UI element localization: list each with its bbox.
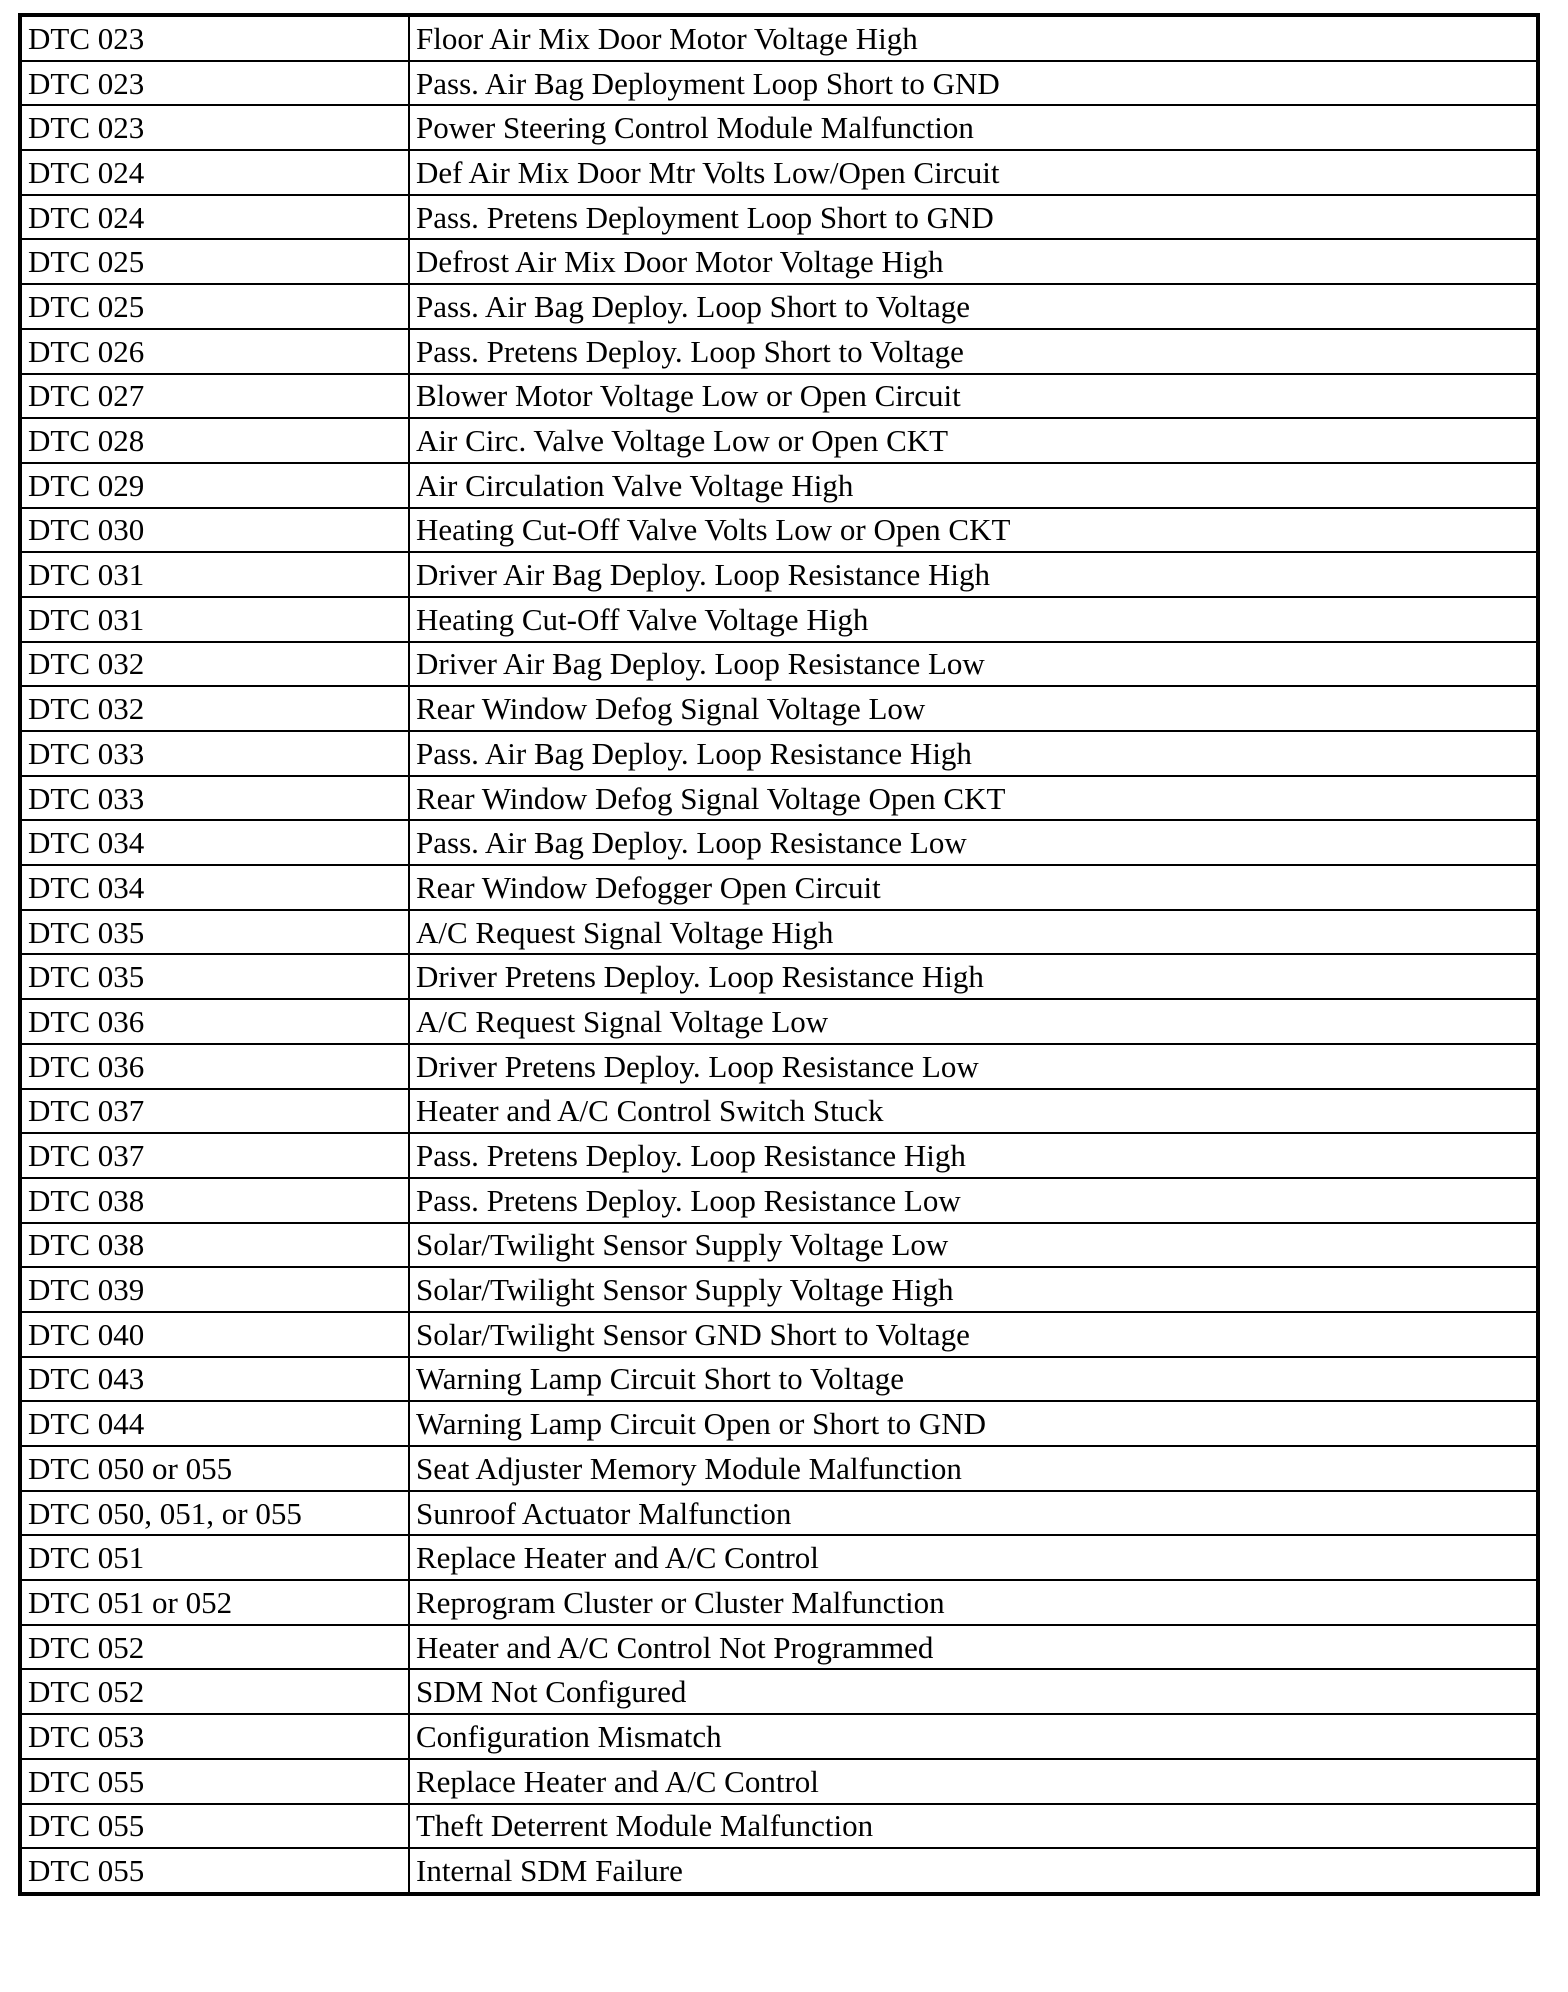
dtc-code-table: [18, 13, 1540, 1896]
table-row: [20, 865, 1538, 910]
dtc-code-cell: DTC 039: [20, 1267, 409, 1312]
dtc-description-cell: Driver Air Bag Deploy. Loop Resistance High: [409, 552, 1538, 597]
dtc-code-cell: DTC 029: [20, 463, 409, 508]
dtc-description-cell: Warning Lamp Circuit Short to Voltage: [409, 1357, 1538, 1402]
dtc-description-cell: Heating Cut-Off Valve Volts Low or Open CKT: [409, 508, 1538, 553]
table-row: [20, 508, 1538, 553]
table-row: [20, 195, 1538, 240]
dtc-code-cell: DTC 028: [20, 418, 409, 463]
table-row: [20, 374, 1538, 419]
dtc-code-cell: DTC 055: [20, 1759, 409, 1804]
dtc-code-cell: DTC 055: [20, 1848, 409, 1894]
table-row: [20, 1357, 1538, 1402]
dtc-code-cell: DTC 044: [20, 1401, 409, 1446]
dtc-description-cell: Floor Air Mix Door Motor Voltage High: [409, 15, 1538, 61]
table-row: [20, 150, 1538, 195]
table-row: [20, 105, 1538, 150]
dtc-description-cell: Theft Deterrent Module Malfunction: [409, 1804, 1538, 1849]
table-row: [20, 999, 1538, 1044]
dtc-code-cell: DTC 038: [20, 1178, 409, 1223]
dtc-code-cell: DTC 052: [20, 1625, 409, 1670]
dtc-description-cell: Solar/Twilight Sensor Supply Voltage High: [409, 1267, 1538, 1312]
table-row: [20, 1089, 1538, 1134]
dtc-description-cell: Heater and A/C Control Switch Stuck: [409, 1089, 1538, 1134]
dtc-description-cell: Pass. Air Bag Deploy. Loop Resistance High: [409, 731, 1538, 776]
dtc-code-cell: DTC 026: [20, 329, 409, 374]
dtc-code-cell: DTC 024: [20, 150, 409, 195]
table-row: [20, 1804, 1538, 1849]
dtc-description-cell: Configuration Mismatch: [409, 1714, 1538, 1759]
dtc-code-cell: DTC 052: [20, 1669, 409, 1714]
dtc-description-cell: Warning Lamp Circuit Open or Short to GND: [409, 1401, 1538, 1446]
dtc-code-cell: DTC 034: [20, 865, 409, 910]
dtc-code-cell: DTC 023: [20, 61, 409, 106]
dtc-description-cell: Rear Window Defog Signal Voltage Low: [409, 686, 1538, 731]
dtc-description-cell: Pass. Air Bag Deployment Loop Short to GND: [409, 61, 1538, 106]
dtc-code-cell: DTC 034: [20, 820, 409, 865]
table-row: [20, 642, 1538, 687]
dtc-description-cell: Pass. Pretens Deployment Loop Short to GND: [409, 195, 1538, 240]
dtc-description-cell: Pass. Air Bag Deploy. Loop Resistance Low: [409, 820, 1538, 865]
table-row: [20, 1580, 1538, 1625]
dtc-description-cell: Reprogram Cluster or Cluster Malfunction: [409, 1580, 1538, 1625]
dtc-description-cell: Driver Pretens Deploy. Loop Resistance Low: [409, 1044, 1538, 1089]
dtc-code-cell: DTC 025: [20, 239, 409, 284]
dtc-code-cell: DTC 036: [20, 1044, 409, 1089]
dtc-code-cell: DTC 025: [20, 284, 409, 329]
dtc-code-cell: DTC 050, 051, or 055: [20, 1491, 409, 1536]
dtc-description-cell: Power Steering Control Module Malfunction: [409, 105, 1538, 150]
dtc-description-cell: A/C Request Signal Voltage High: [409, 910, 1538, 955]
dtc-description-cell: Def Air Mix Door Mtr Volts Low/Open Circuit: [409, 150, 1538, 195]
dtc-code-cell: DTC 038: [20, 1223, 409, 1268]
dtc-code-cell: DTC 033: [20, 731, 409, 776]
dtc-description-cell: Pass. Pretens Deploy. Loop Short to Voltage: [409, 329, 1538, 374]
dtc-description-cell: Pass. Pretens Deploy. Loop Resistance High: [409, 1133, 1538, 1178]
dtc-description-cell: Rear Window Defog Signal Voltage Open CKT: [409, 776, 1538, 821]
table-row: [20, 1401, 1538, 1446]
table-row: [20, 1446, 1538, 1491]
dtc-description-cell: Driver Air Bag Deploy. Loop Resistance Low: [409, 642, 1538, 687]
table-row: [20, 1759, 1538, 1804]
dtc-code-cell: DTC 031: [20, 597, 409, 642]
table-row: [20, 1133, 1538, 1178]
dtc-description-cell: Sunroof Actuator Malfunction: [409, 1491, 1538, 1536]
dtc-code-cell: DTC 033: [20, 776, 409, 821]
table-row: [20, 597, 1538, 642]
dtc-code-cell: DTC 040: [20, 1312, 409, 1357]
dtc-description-cell: Pass. Air Bag Deploy. Loop Short to Voltage: [409, 284, 1538, 329]
table-row: [20, 552, 1538, 597]
dtc-code-cell: DTC 036: [20, 999, 409, 1044]
table-row: [20, 61, 1538, 106]
dtc-code-cell: DTC 051 or 052: [20, 1580, 409, 1625]
table-row: [20, 15, 1538, 61]
dtc-code-cell: DTC 032: [20, 686, 409, 731]
table-row: [20, 329, 1538, 374]
table-row: [20, 1267, 1538, 1312]
dtc-code-cell: DTC 023: [20, 105, 409, 150]
table-row: [20, 239, 1538, 284]
table-row: [20, 1223, 1538, 1268]
table-row: [20, 686, 1538, 731]
dtc-code-cell: DTC 055: [20, 1804, 409, 1849]
table-row: [20, 418, 1538, 463]
dtc-code-cell: DTC 037: [20, 1089, 409, 1134]
table-row: [20, 284, 1538, 329]
dtc-code-cell: DTC 043: [20, 1357, 409, 1402]
dtc-code-cell: DTC 031: [20, 552, 409, 597]
dtc-description-cell: Heater and A/C Control Not Programmed: [409, 1625, 1538, 1670]
dtc-description-cell: Internal SDM Failure: [409, 1848, 1538, 1894]
table-row: [20, 1848, 1538, 1894]
dtc-description-cell: Air Circ. Valve Voltage Low or Open CKT: [409, 418, 1538, 463]
table-row: [20, 1714, 1538, 1759]
table-row: [20, 954, 1538, 999]
dtc-description-cell: Heating Cut-Off Valve Voltage High: [409, 597, 1538, 642]
table-row: [20, 1312, 1538, 1357]
dtc-description-cell: Driver Pretens Deploy. Loop Resistance High: [409, 954, 1538, 999]
dtc-code-cell: DTC 024: [20, 195, 409, 240]
dtc-description-cell: Rear Window Defogger Open Circuit: [409, 865, 1538, 910]
table-row: [20, 1535, 1538, 1580]
dtc-code-cell: DTC 035: [20, 910, 409, 955]
dtc-description-cell: SDM Not Configured: [409, 1669, 1538, 1714]
table-row: [20, 731, 1538, 776]
dtc-code-cell: DTC 037: [20, 1133, 409, 1178]
dtc-code-cell: DTC 027: [20, 374, 409, 419]
dtc-description-cell: Pass. Pretens Deploy. Loop Resistance Low: [409, 1178, 1538, 1223]
table-row: [20, 1669, 1538, 1714]
dtc-code-cell: DTC 032: [20, 642, 409, 687]
dtc-description-cell: Blower Motor Voltage Low or Open Circuit: [409, 374, 1538, 419]
dtc-code-cell: DTC 023: [20, 15, 409, 61]
dtc-description-cell: Seat Adjuster Memory Module Malfunction: [409, 1446, 1538, 1491]
dtc-table-body: [20, 15, 1538, 1894]
dtc-description-cell: Replace Heater and A/C Control: [409, 1759, 1538, 1804]
dtc-description-cell: Replace Heater and A/C Control: [409, 1535, 1538, 1580]
table-row: [20, 910, 1538, 955]
dtc-code-cell: DTC 053: [20, 1714, 409, 1759]
table-row: [20, 1044, 1538, 1089]
dtc-code-cell: DTC 051: [20, 1535, 409, 1580]
table-row: [20, 463, 1538, 508]
table-row: [20, 776, 1538, 821]
table-row: [20, 820, 1538, 865]
table-row: [20, 1178, 1538, 1223]
dtc-description-cell: A/C Request Signal Voltage Low: [409, 999, 1538, 1044]
dtc-code-cell: DTC 030: [20, 508, 409, 553]
table-row: [20, 1625, 1538, 1670]
dtc-description-cell: Air Circulation Valve Voltage High: [409, 463, 1538, 508]
dtc-description-cell: Defrost Air Mix Door Motor Voltage High: [409, 239, 1538, 284]
dtc-code-cell: DTC 050 or 055: [20, 1446, 409, 1491]
dtc-code-cell: DTC 035: [20, 954, 409, 999]
dtc-description-cell: Solar/Twilight Sensor GND Short to Voltage: [409, 1312, 1538, 1357]
dtc-description-cell: Solar/Twilight Sensor Supply Voltage Low: [409, 1223, 1538, 1268]
table-row: [20, 1491, 1538, 1536]
